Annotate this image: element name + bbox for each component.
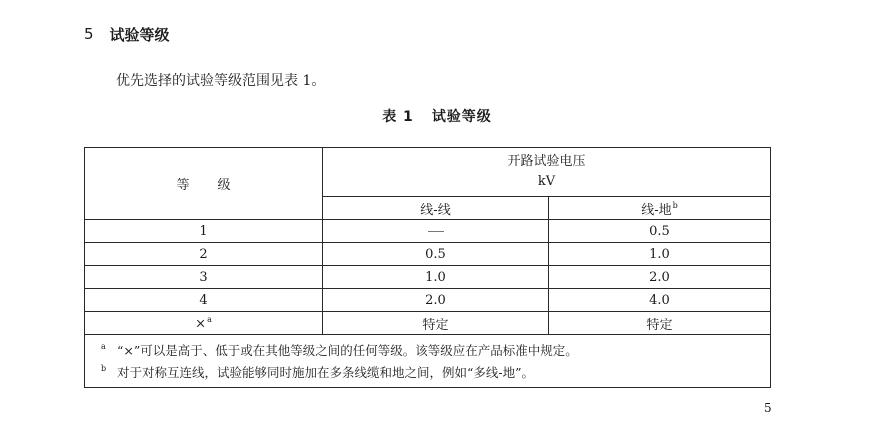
- footnote-mark-a: a: [207, 314, 212, 324]
- footnote-a-text: “×”可以是高于、低于或在其他等级之间的任何等级。该等级应在产品标准中规定。: [117, 343, 578, 358]
- body-paragraph: 优先选择的试验等级范围见表 1。: [116, 73, 326, 89]
- line-ground-cell: 2.0: [549, 266, 771, 289]
- footnote-b-text: 对于对称互连线，试验能够同时施加在多条线缆和地之间，例如“多线-地”。: [117, 365, 535, 380]
- footnote-a-mark: a: [101, 342, 106, 351]
- page-number: 5: [764, 401, 772, 415]
- line-line-cell: 特定: [323, 312, 549, 335]
- header-grade-left: 等: [176, 178, 190, 193]
- footnote-mark-b: b: [672, 201, 678, 211]
- table-caption-number: 表 1: [382, 109, 414, 125]
- grade-cell: 1: [85, 220, 323, 243]
- footnote-a: [85, 339, 770, 361]
- line-ground-cell: 4.0: [549, 289, 771, 312]
- line-line-cell: [323, 220, 549, 243]
- grade-x-label: ×: [195, 316, 207, 332]
- section-heading: [84, 22, 170, 46]
- line-ground-cell: 特定: [549, 312, 771, 335]
- line-line-cell: 2.0: [323, 289, 549, 312]
- table-row: [85, 289, 771, 312]
- test-level-table: [84, 147, 771, 388]
- line-line-cell: 1.0: [323, 266, 549, 289]
- section-title: 试验等级: [109, 25, 170, 44]
- header-grade-right: 级: [217, 178, 231, 193]
- table-row: [85, 220, 771, 243]
- grade-cell: [85, 312, 323, 335]
- table-row: [85, 266, 771, 289]
- table-row: [85, 243, 771, 266]
- table-notes: [85, 335, 771, 388]
- sub-header-line-ground: [549, 197, 771, 220]
- line-ground-cell: 0.5: [549, 220, 771, 243]
- line-ground-cell: 1.0: [549, 243, 771, 266]
- header-grade: [85, 148, 323, 220]
- table-row: [85, 312, 771, 335]
- line-line-cell: 0.5: [323, 243, 549, 266]
- sub-header-line-ground-label: 线-地: [641, 202, 672, 218]
- footnote-b: [85, 361, 770, 383]
- header-voltage-unit: kV: [537, 174, 556, 189]
- dash-mark: [428, 231, 444, 232]
- section-number: 5: [84, 25, 94, 43]
- header-voltage-title: 开路试验电压: [507, 154, 586, 169]
- grade-cell: 3: [85, 266, 323, 289]
- sub-header-line-line: 线-线: [323, 197, 549, 220]
- grade-cell: 4: [85, 289, 323, 312]
- footnote-b-mark: b: [101, 364, 107, 373]
- table-caption: [0, 106, 874, 126]
- grade-cell: 2: [85, 243, 323, 266]
- header-voltage: [323, 148, 771, 197]
- table-caption-title: 试验等级: [431, 109, 492, 125]
